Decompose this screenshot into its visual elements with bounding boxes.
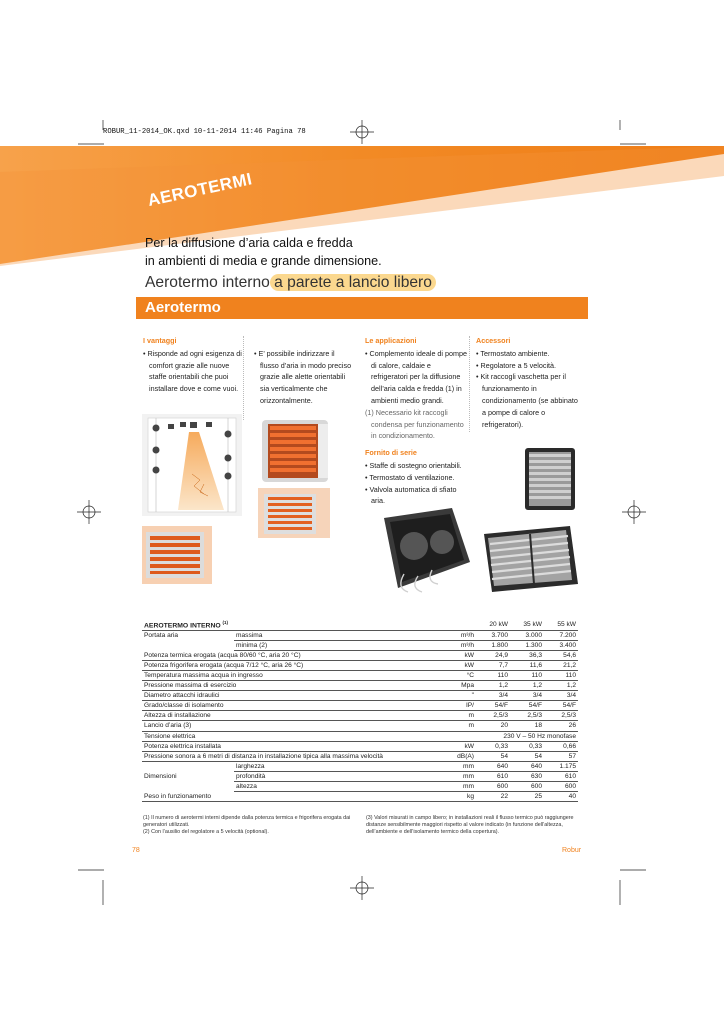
vantaggi-item: • Risponde ad ogni esigenza di comfort grazie alle nuove staffe orientabili che puoi installare dove e come vuoi.	[143, 348, 243, 395]
row-value: 0,33	[476, 741, 510, 751]
file-slug: ROBUR_11-2014_OK.qxd 10-11-2014 11:46 Pagina 78	[103, 128, 306, 136]
intro-text	[145, 234, 465, 270]
row-value: 22	[476, 792, 510, 802]
row-value: 3/4	[544, 691, 578, 701]
row-label: Pressione massima di esercizio	[142, 681, 450, 691]
table-row	[142, 670, 578, 680]
row-value: 3/4	[476, 691, 510, 701]
row-label	[142, 640, 234, 650]
table-title-sup: (1)	[222, 620, 229, 626]
row-value: 54/F	[544, 701, 578, 711]
subtitle-highlight: a parete a lancio libero	[270, 274, 436, 291]
row-unit: m	[450, 711, 476, 721]
column-header: 55 kW	[544, 620, 578, 630]
column-header: 20 kW	[476, 620, 510, 630]
row-value: 610	[476, 771, 510, 781]
table-row	[142, 630, 578, 640]
row-unit: °C	[450, 670, 476, 680]
table-row	[142, 640, 578, 650]
column-divider	[469, 336, 470, 432]
fornito-heading: Fornito di serie	[365, 448, 417, 458]
row-unit: mm	[450, 782, 476, 792]
heater-front-photo	[258, 416, 332, 486]
row-value: 36,3	[510, 650, 544, 660]
table-row	[142, 660, 578, 670]
row-label: Temperatura massima acqua in ingresso	[142, 670, 450, 680]
accessori-item: • Termostato ambiente.	[476, 348, 582, 360]
band-title: AEROTERMI	[145, 169, 254, 211]
row-label: Portata aria	[144, 631, 179, 639]
row-label: Pressione sonora a 6 metri di distanza in installazione tipica alla massima velocità	[142, 751, 450, 761]
row-value: 2,5/3	[510, 711, 544, 721]
product-subtitle	[145, 274, 436, 292]
row-unit: m³/h	[450, 630, 476, 640]
row-sublabel: profondità	[234, 771, 450, 781]
row-unit: Mpa	[450, 681, 476, 691]
row-unit: m³/h	[450, 640, 476, 650]
table-row	[142, 711, 578, 721]
row-value: 1.800	[476, 640, 510, 650]
intro-line-2: in ambienti di media e grande dimensione.	[145, 254, 382, 268]
row-label	[142, 761, 234, 771]
applicazioni-heading: Le applicazioni	[365, 336, 417, 345]
row-value: 26	[544, 721, 578, 731]
row-value: 2,5/3	[476, 711, 510, 721]
row-value: 1.300	[510, 640, 544, 650]
section-title: Aerotermo	[145, 299, 221, 316]
row-value: 54	[510, 751, 544, 761]
row-unit: mm	[450, 761, 476, 771]
row-sublabel: larghezza	[234, 761, 450, 771]
vantaggi-item: • E’ possibile indirizzare il flusso d’aria in modo preciso grazie alle alette orientabili sia verticalmente che orizzontalmente.	[254, 348, 354, 407]
row-value: 0,33	[510, 741, 544, 751]
heater-side-photo	[258, 488, 330, 538]
fornito-item: • Termostato di ventilazione.	[365, 472, 469, 484]
row-label: Dimensioni	[144, 772, 177, 780]
vantaggi-heading: I vantaggi	[143, 336, 177, 345]
row-label: Potenza termica erogata (acqua 80/60 °C, aria 20 °C)	[142, 650, 450, 660]
vantaggi-column-2	[254, 335, 354, 407]
row-value: 3/4	[510, 691, 544, 701]
footnotes-left	[143, 815, 355, 835]
row-sublabel: minima (2)	[234, 640, 450, 650]
row-unit: mm	[450, 771, 476, 781]
column-divider	[243, 336, 244, 420]
column-header: 35 kW	[510, 620, 544, 630]
accessori-heading: Accessori	[476, 336, 511, 345]
row-label: Tensione elettrica	[142, 731, 450, 741]
row-unit: kg	[450, 792, 476, 802]
row-value: 640	[476, 761, 510, 771]
row-value: 3.400	[544, 640, 578, 650]
applicazioni-note: (1) Necessario kit raccogli condensa per funzionamento in condizionamento.	[365, 407, 464, 441]
heater-fans-photo	[374, 504, 474, 596]
table-row	[142, 782, 578, 792]
row-label: Potenza elettrica installata	[142, 741, 450, 751]
accessori-item: • Regolatore a 5 velocità.	[476, 360, 582, 372]
applicazioni-column	[365, 335, 469, 507]
table-row	[142, 681, 578, 691]
row-value: 600	[476, 782, 510, 792]
row-value: 18	[510, 721, 544, 731]
row-value: 11,6	[510, 660, 544, 670]
row-value: 54/F	[510, 701, 544, 711]
row-sublabel: altezza	[234, 782, 450, 792]
heater-wide-photo	[478, 520, 582, 596]
table-row	[142, 721, 578, 731]
row-value: 20	[476, 721, 510, 731]
table-title	[142, 620, 476, 630]
row-value: 230 V – 50 Hz monofase	[476, 731, 578, 741]
applicazioni-item: • Complemento ideale di pompe di calore, caldaie e refrigeratori per la diffusione dell’aria calda e fredda (1) in ambienti medio grandi.	[365, 348, 469, 407]
row-value: 0,66	[544, 741, 578, 751]
row-label	[142, 782, 234, 792]
row-label: Lancio d’aria (3)	[142, 721, 450, 731]
row-value: 2,5/3	[544, 711, 578, 721]
row-unit: kW	[450, 660, 476, 670]
row-value: 610	[544, 771, 578, 781]
fornito-item: • Staffe di sostegno orientabili.	[365, 460, 469, 472]
row-value: 7,7	[476, 660, 510, 670]
vantaggi-column	[143, 335, 243, 395]
row-value: 600	[510, 782, 544, 792]
table-title-text: AEROTERMO INTERNO	[144, 622, 221, 630]
table-row	[142, 751, 578, 761]
row-label: Peso in funzionamento	[142, 792, 450, 802]
table-row	[142, 650, 578, 660]
accessori-item: • Kit raccogli vaschetta per il funzionamento in condizionamento (se abbinato a pompe di calore o refrigeratori).	[476, 371, 582, 430]
row-unit: IP/	[450, 701, 476, 711]
table-row	[142, 771, 578, 781]
row-value: 1.175	[544, 761, 578, 771]
row-label: Grado/classe di isolamento	[142, 701, 450, 711]
table-row	[142, 701, 578, 711]
row-value: 24,9	[476, 650, 510, 660]
row-value: 110	[544, 670, 578, 680]
heater-lowered-photo	[142, 526, 212, 584]
row-value: 7.200	[544, 630, 578, 640]
footnote-3: (3) Valori misurati in campo libero; in installazioni reali il flusso termico può raggiungere distanze sensibilmente maggiori rispetto al valore indicato (in funzione dell’altezza, dell’ambiente e dell’isolamento termico della copertura).	[366, 815, 574, 835]
row-unit: "	[450, 691, 476, 701]
row-value: 640	[510, 761, 544, 771]
row-value: 54,6	[544, 650, 578, 660]
subtitle-plain: Aerotermo interno	[145, 274, 270, 291]
accessori-column	[476, 335, 582, 430]
table-row	[142, 741, 578, 751]
table-row	[142, 792, 578, 802]
row-value: 1,2	[544, 681, 578, 691]
footnote-2: (2) Con l’ausilio del regolatore a 5 velocità (optional).	[143, 828, 269, 835]
row-value: 25	[510, 792, 544, 802]
row-value: 1,2	[476, 681, 510, 691]
row-label: Potenza frigorifera erogata (acqua 7/12 °C, aria 26 °C)	[142, 660, 450, 670]
row-label: Altezza di installazione	[142, 711, 450, 721]
row-value: 57	[544, 751, 578, 761]
heater-unit-photo	[519, 440, 581, 516]
installation-diagram	[142, 414, 242, 516]
row-value: 600	[544, 782, 578, 792]
row-value: 54/F	[476, 701, 510, 711]
row-unit: m	[450, 721, 476, 731]
table-row	[142, 761, 578, 771]
row-value: 110	[476, 670, 510, 680]
brand-name: Robur	[562, 847, 582, 854]
footnotes-right	[366, 815, 578, 835]
intro-line-1: Per la diffusione d’aria calda e fredda	[145, 236, 353, 250]
row-value: 3.000	[510, 630, 544, 640]
row-unit: dB(A)	[450, 751, 476, 761]
row-value: 21,2	[544, 660, 578, 670]
row-value: 54	[476, 751, 510, 761]
row-unit	[450, 731, 476, 741]
row-value: 3.700	[476, 630, 510, 640]
row-label: Diametro attacchi idraulici	[142, 691, 450, 701]
row-value: 1,2	[510, 681, 544, 691]
section-bar	[136, 297, 588, 319]
page-number: 78	[132, 847, 140, 854]
row-value: 630	[510, 771, 544, 781]
row-sublabel: massima	[234, 630, 450, 640]
row-unit: kW	[450, 650, 476, 660]
table-row	[142, 731, 578, 741]
row-value: 40	[544, 792, 578, 802]
fornito-item: • Valvola automatica di sfiato aria.	[365, 484, 469, 508]
row-unit: kW	[450, 741, 476, 751]
footnote-1: (1) Il numero di aerotermi interni dipende dalla potenza termica e frigorifera erogata dai generatori utilizzati.	[143, 815, 351, 828]
table-row	[142, 691, 578, 701]
row-value: 110	[510, 670, 544, 680]
specs-table	[142, 620, 578, 802]
